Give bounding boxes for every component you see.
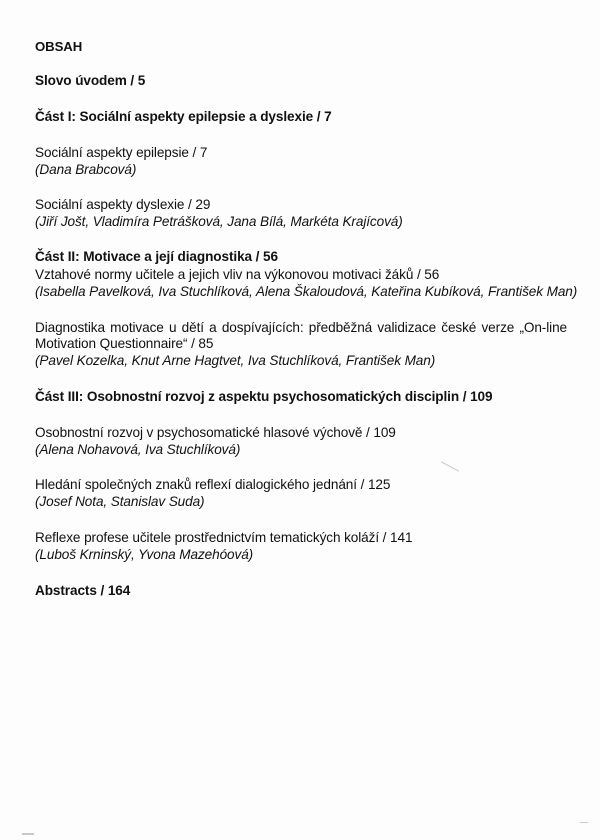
toc-entry-title: Reflexe profese učitele prostřednictvím tematických koláží / 141 xyxy=(35,530,413,545)
scan-artifact xyxy=(580,822,588,823)
toc-abstracts: Abstracts / 164 xyxy=(35,583,131,598)
toc-entry-title-line1: Diagnostika motivace u dětí a dospívajících: předběžná validizace české verze „On-line xyxy=(35,320,567,335)
toc-entry-authors: (Pavel Kozelka, Knut Arne Hagtvet, Iva Stuchlíková, František Man) xyxy=(35,353,436,368)
toc-part2-title: Část II: Motivace a její diagnostika / 56 xyxy=(35,249,278,264)
toc-entry-authors: (Luboš Krninský, Yvona Mazehóová) xyxy=(35,547,254,562)
toc-part1-title: Část I: Sociální aspekty epilepsie a dyslexie / 7 xyxy=(35,109,332,124)
toc-entry-title-line2: Motivation Questionnaire“ / 85 xyxy=(35,336,214,351)
toc-entry-authors: (Isabella Pavelková, Iva Stuchlíková, Alena Škaloudová, Kateřina Kubíková, František Man) xyxy=(35,284,578,299)
toc-entry-title: Sociální aspekty epilepsie / 7 xyxy=(35,145,208,160)
toc-entry-authors: (Jiří Jošt, Vladimíra Petrášková, Jana Bílá, Markéta Krajícová) xyxy=(35,214,403,229)
toc-part3-title: Část III: Osobnostní rozvoj z aspektu psychosomatických disciplin / 109 xyxy=(35,389,493,404)
toc-entry-authors: (Josef Nota, Stanislav Suda) xyxy=(35,494,205,509)
scan-artifact xyxy=(22,833,34,835)
toc-entry-title: Sociální aspekty dyslexie / 29 xyxy=(35,197,211,212)
toc-entry-authors: (Alena Nohavová, Iva Stuchlíková) xyxy=(35,442,241,457)
toc-entry-title: Hledání společných znaků reflexí dialogického jednání / 125 xyxy=(35,477,391,492)
toc-entry-title: Vztahové normy učitele a jejich vliv na výkonovou motivaci žáků / 56 xyxy=(35,267,440,282)
toc-entry-title: Osobnostní rozvoj v psychosomatické hlasové výchově / 109 xyxy=(35,425,396,440)
scan-artifact xyxy=(441,461,459,471)
toc-entry-authors: (Dana Brabcová) xyxy=(35,162,137,177)
toc-heading: OBSAH xyxy=(35,39,83,54)
toc-foreword: Slovo úvodem / 5 xyxy=(35,73,146,88)
